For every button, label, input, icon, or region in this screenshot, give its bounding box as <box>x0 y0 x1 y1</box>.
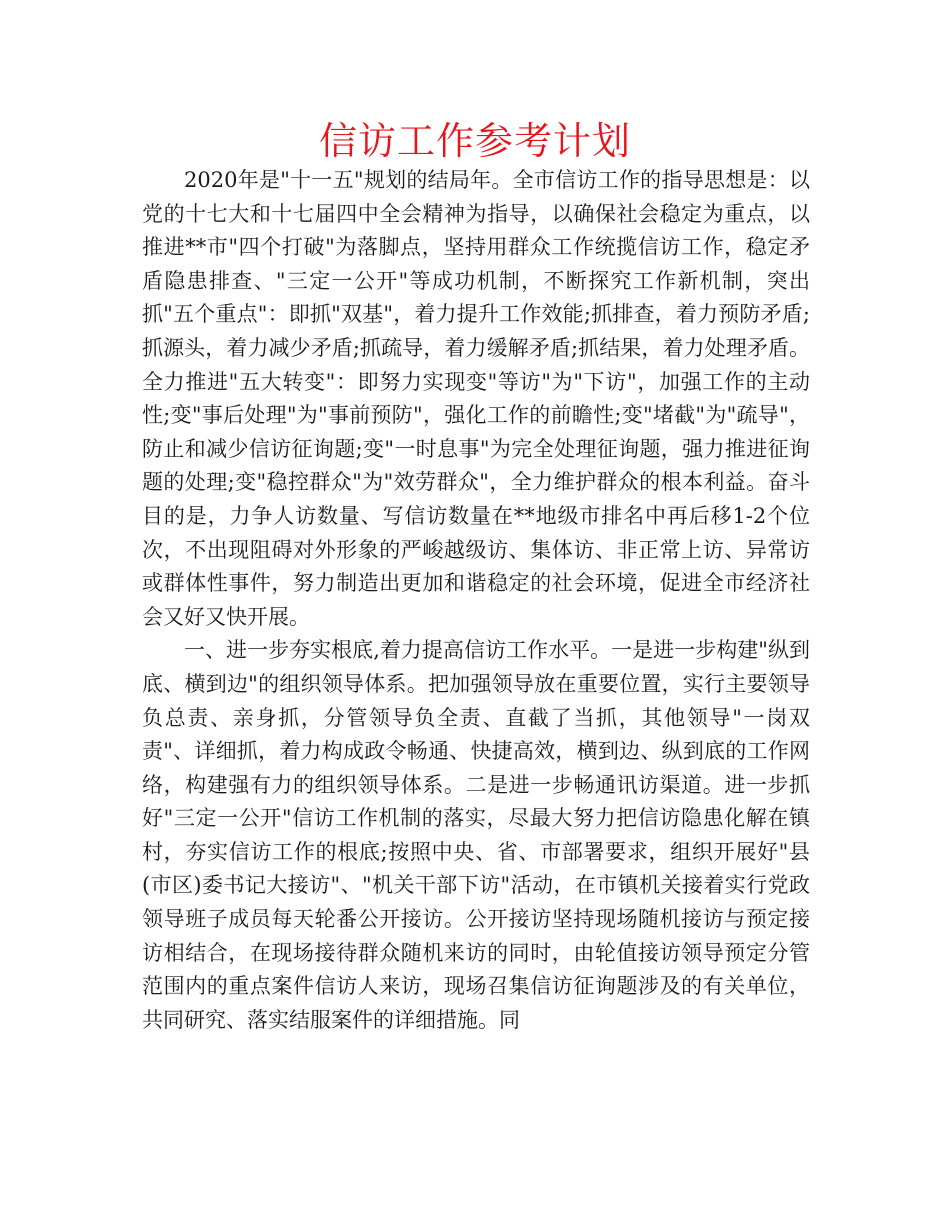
paragraph-guiding-ideology: 2020年是"十一五"规划的结局年。全市信访工作的指导思想是：以党的十七大和十七届四中全会精神为指导，以确保社会稳定为重点，以推进**市"四个打破"为落脚点，坚持用群众工作统揽信访工作，稳定矛盾隐患排查、"三定一公开"等成功机制，不断探究工作新机制，突出抓"五个重点"：即抓"双基"，着力提升工作效能;抓排查，着力预防矛盾;抓源头，着力减少矛盾;抓疏导，着力缓解矛盾;抓结果，着力处理矛盾。全力推进"五大转变"：即努力实现变"等访"为"下访"，加强工作的主动性;变"事后处理"为"事前预防"，强化工作的前瞻性;变"堵截"为"疏导"，防止和减少信访征询题;变"一时息事"为完全处理征询题，强力推进征询题的处理;变"稳控群众"为"效劳群众"，全力维护群众的根本利益。奋斗目的是，力争人访数量、写信访数量在**地级市排名中再后移1-2个位次，不出现阻碍对外形象的严峻越级访、集体访、非正常上访、异常访或群体性事件，努力制造出更加和谐稳定的社会环境，促进全市经济社会又好又快开展。 <box>142 168 810 629</box>
paragraph-section-one: 一、进一步夯实根底,着力提高信访工作水平。一是进一步构建"纵到底、横到边"的组织领导体系。把加强领导放在重要位置，实行主要领导负总责、亲身抓，分管领导负全责、直截了当抓，其他领导"一岗双责"、详细抓，着力构成政令畅通、快捷高效，横到边、纵到底的工作网络，构建强有力的组织领导体系。二是进一步畅通讯访渠道。进一步抓好"三定一公开"信访工作机制的落实，尽最大努力把信访隐患化解在镇村，夯实信访工作的根底;按照中央、省、市部署要求，组织开展好"县(市区)委书记大接访"、"机关干部下访"活动，在市镇机关接着实行党政领导班子成员每天轮番公开接访。公开接访坚持现场随机接访与预定接访相结合，在现场接待群众随机来访的同时，由轮值接访领导预定分管范围内的重点案件信访人来访，现场召集信访征询题涉及的有关单位，共同研究、落实结服案件的详细措施。同 <box>142 638 810 1032</box>
document-body <box>142 164 810 1037</box>
document-title: 信访工作参考计划 <box>318 119 631 163</box>
